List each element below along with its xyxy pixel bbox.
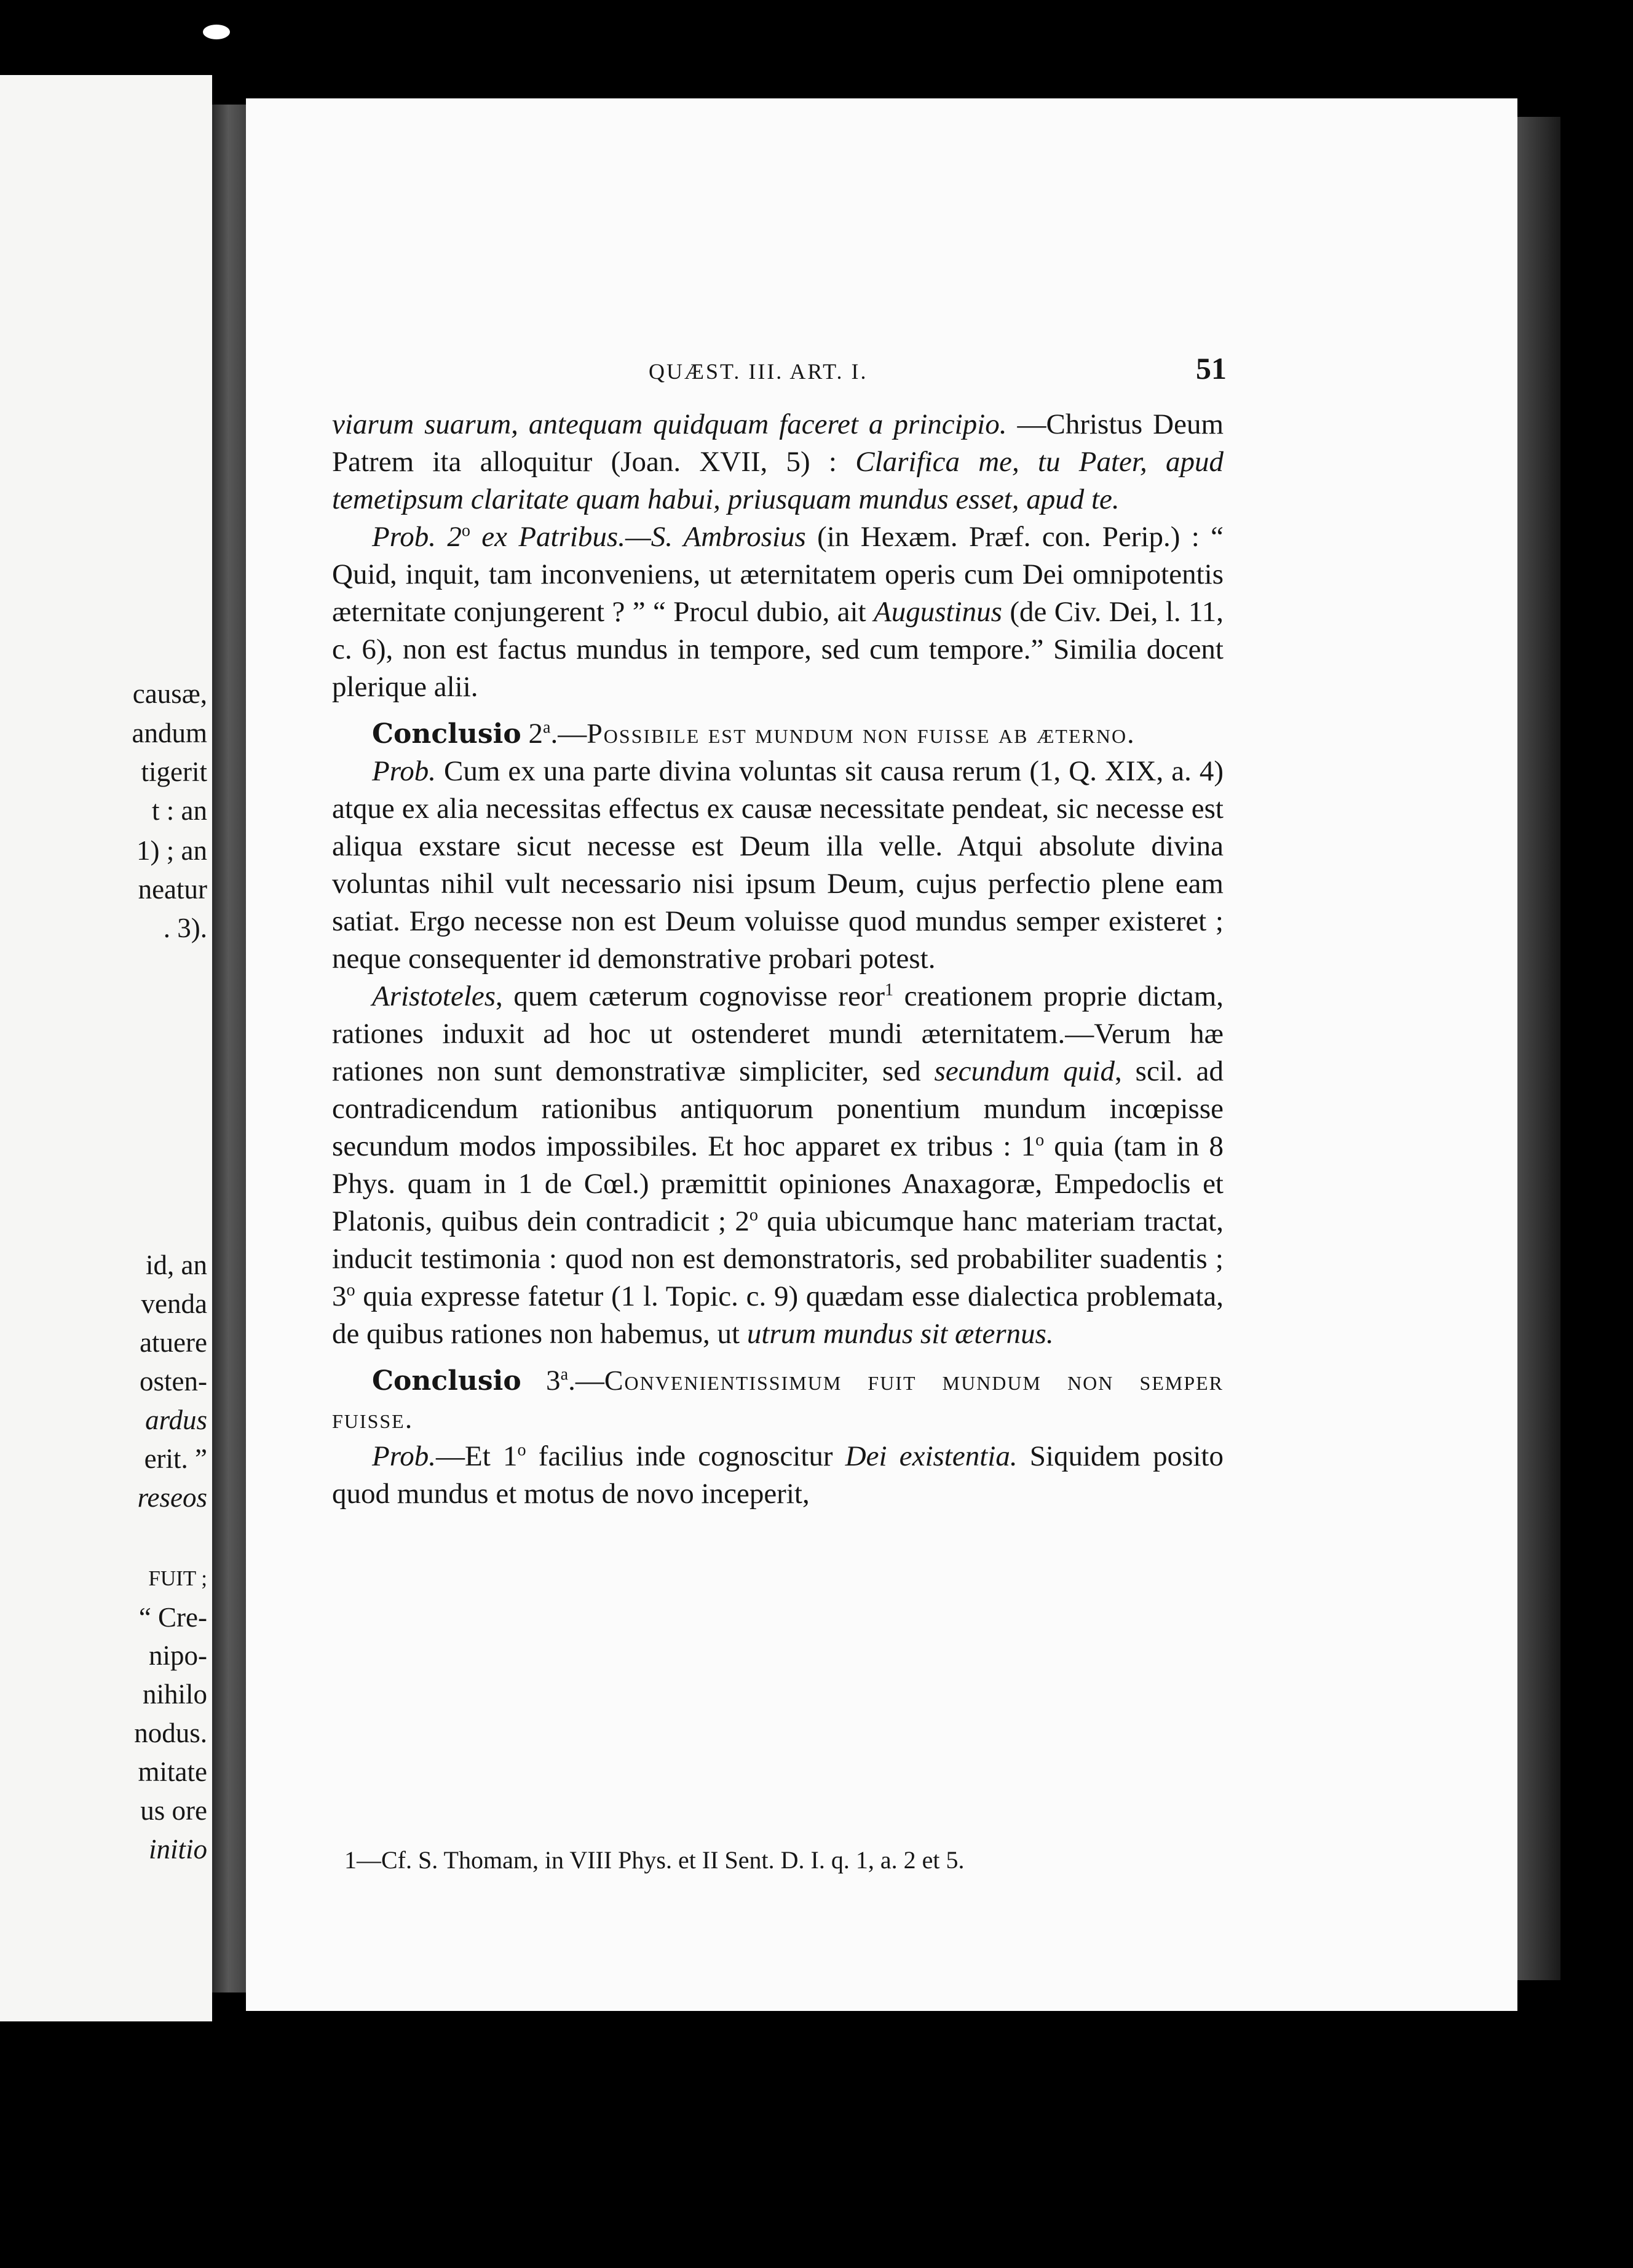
text-run: Aristoteles bbox=[372, 980, 496, 1012]
text-run: —Christus Deum Patrem ita alloquitur (Joan. XVII, 5) : bbox=[332, 408, 1224, 478]
left-page-line: reseos bbox=[137, 1482, 207, 1513]
paragraph-4 bbox=[332, 978, 1224, 1353]
conclusio-2 bbox=[332, 715, 1224, 753]
footnote bbox=[344, 1845, 1217, 1876]
superscript: o bbox=[346, 1280, 355, 1300]
left-page-line: mitate bbox=[138, 1756, 207, 1787]
page-header bbox=[649, 351, 1227, 386]
left-page-line: nodus. bbox=[134, 1718, 207, 1748]
footnote-marker: 1 bbox=[884, 980, 894, 1000]
small-caps-text: Possibile est mundum non fuisse ab æterno. bbox=[587, 718, 1136, 749]
left-page-line: osten- bbox=[140, 1366, 207, 1397]
paragraph-1 bbox=[332, 406, 1224, 518]
conclusio-label: Conclusio bbox=[372, 718, 521, 750]
superscript: o bbox=[517, 1440, 526, 1460]
left-page-line: id, an bbox=[146, 1250, 207, 1280]
left-page-line: erit. ” bbox=[144, 1443, 207, 1474]
superscript: a bbox=[560, 1365, 569, 1384]
scan-speck bbox=[203, 25, 230, 39]
left-page-line: us ore bbox=[140, 1795, 207, 1826]
text-run: , quem cæterum cognovisse reor bbox=[496, 980, 885, 1012]
left-page-line: andum bbox=[132, 718, 207, 748]
page-number: 51 bbox=[1196, 351, 1227, 386]
conclusio-label: Conclusio bbox=[372, 1365, 521, 1397]
left-page-line: ardus bbox=[145, 1405, 207, 1435]
left-page-line: initio bbox=[148, 1834, 207, 1865]
text-run: (de Civ. Dei, l. 11, c. 6), non est factus mundus in tempore, sed cum tempore.” Similia docent plerique alii. bbox=[332, 596, 1224, 703]
text-run: (in Hexæm. Præf. con. Perip.) : “ Quid, inquit, tam inconveniens, ut æternitatem operis cum Dei omnipotentis æternitate conjungerent ? ” “ Procul dubio, ait bbox=[332, 521, 1224, 628]
text-run: ex Patribus.— bbox=[470, 521, 651, 553]
text-run: 2 bbox=[521, 718, 543, 750]
left-page-line: tigerit bbox=[141, 756, 207, 787]
text-run: .— bbox=[568, 1365, 604, 1397]
text-run: quia ubicumque hanc materiam tractat, inducit testimonia : quod non est demonstratoris, sed probabiliter suadentis ; 3 bbox=[332, 1205, 1224, 1312]
left-page-line: neatur bbox=[138, 874, 207, 905]
text-run: , scil. ad contradicendum rationibus antiquorum ponentium mundum incœpisse secundum modos impossibiles. Et hoc apparet ex tribus : 1 bbox=[332, 1055, 1224, 1162]
text-run: Clarifica me, tu Pater, apud temetipsum claritate quam habui, priusquam mundus esset, apud te. bbox=[332, 446, 1224, 515]
text-run: viarum suarum, antequam quidquam faceret a principio. bbox=[332, 408, 1007, 440]
left-page-line: t : an bbox=[152, 795, 207, 826]
running-head: QUÆST. III. ART. I. bbox=[649, 359, 868, 384]
superscript: o bbox=[1035, 1130, 1045, 1150]
paragraph-2 bbox=[332, 518, 1224, 706]
text-run: facilius inde cognoscitur bbox=[526, 1440, 845, 1472]
conclusio-3 bbox=[332, 1362, 1224, 1438]
text-run: creationem proprie dictam, rationes induxit ad hoc ut ostenderet mundi æternitatem.—Verum hæ rationes non sunt demonstrativæ simpliciter, sed bbox=[332, 980, 1224, 1087]
text-run: Prob. bbox=[372, 1440, 437, 1472]
left-page-fragment bbox=[0, 75, 212, 2021]
left-page-line: nihilo bbox=[142, 1679, 207, 1710]
text-run: Augustinus bbox=[874, 596, 1002, 628]
paragraph-5 bbox=[332, 1438, 1224, 1513]
left-page-line: venda bbox=[141, 1288, 207, 1319]
paragraph-3 bbox=[332, 753, 1224, 978]
superscript: a bbox=[542, 718, 551, 737]
footnote-text: 1—Cf. S. Thomam, in VIII Phys. et II Sent. D. I. q. 1, a. 2 et 5. bbox=[344, 1846, 965, 1874]
left-page-line: “ Cre- bbox=[138, 1602, 207, 1633]
superscript: o bbox=[461, 521, 470, 541]
small-caps-text: Convenientissimum fuit mundum non semper fuisse. bbox=[332, 1365, 1224, 1434]
text-run: S. Ambrosius bbox=[650, 521, 806, 553]
left-page-line: nipo- bbox=[149, 1640, 207, 1671]
text-run: secundum quid bbox=[934, 1055, 1115, 1087]
text-run: .— bbox=[550, 718, 587, 750]
text-run: quia expresse fatetur (1 l. Topic. c. 9) quædam esse dialectica problemata, de quibus rationes non habemus, ut bbox=[332, 1280, 1224, 1350]
text-run: 3 bbox=[521, 1365, 561, 1397]
text-run: Prob. bbox=[372, 755, 437, 787]
text-run: —Et 1 bbox=[436, 1440, 518, 1472]
text-run: quia (tam in 8 Phys. quam in 1 de Cœl.) præmittit opiniones Anaxagoræ, Empedoclis et Platonis, quibus dein contradicit ; 2 bbox=[332, 1130, 1224, 1237]
text-run: Prob. 2 bbox=[372, 521, 462, 553]
text-run: utrum mundus sit æternus. bbox=[746, 1318, 1054, 1350]
page-edge-shadow bbox=[1517, 117, 1560, 1980]
text-run: Siquidem posito quod mundus et motus de novo inceperit, bbox=[332, 1440, 1224, 1510]
text-run: Cum ex una parte divina voluntas sit causa rerum (1, Q. XIX, a. 4) atque ex alia necessitas effectus ex causæ necessitate pendeat, sic necesse est aliqua exstare sicut necesse est Deum illa velle. Atqui absolute divina voluntas nihil vult necessario nisi ipsum Deum, cujus perfectio plene eam satiat. Ergo necesse non est Deum voluisse quod mundus semper existeret ; neque consequenter id demonstrative probari potest. bbox=[332, 755, 1224, 975]
left-page-line: FUIT ; bbox=[148, 1566, 207, 1590]
left-page-line: 1) ; an bbox=[136, 835, 207, 866]
superscript: o bbox=[749, 1205, 758, 1225]
left-page-line: . 3). bbox=[163, 913, 207, 943]
left-page-line: causæ, bbox=[132, 678, 207, 709]
left-page-line: atuere bbox=[140, 1327, 207, 1358]
text-run: Dei existentia. bbox=[845, 1440, 1018, 1472]
main-text bbox=[332, 406, 1224, 1513]
